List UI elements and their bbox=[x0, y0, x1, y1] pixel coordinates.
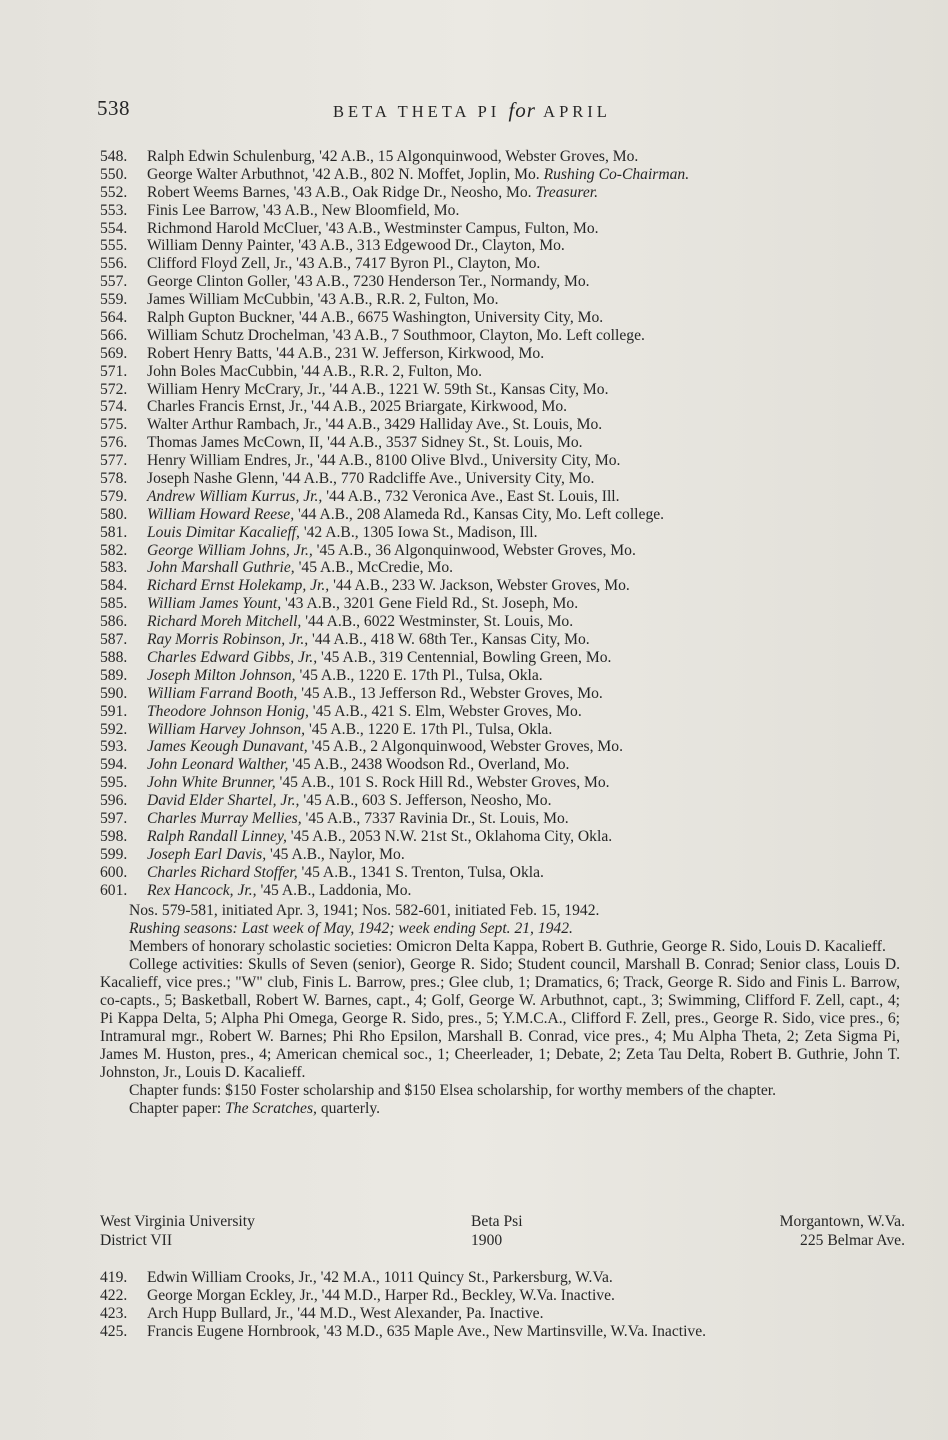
roster-entry bbox=[100, 649, 910, 667]
member-details: Edwin William Crooks, Jr., '42 M.A., 1011 Quincy St., Parkersburg, W.Va. bbox=[147, 1269, 613, 1286]
member-number: 594. bbox=[100, 756, 128, 774]
member-details bbox=[147, 434, 583, 452]
member-name: Charles Richard Stoffer, bbox=[147, 863, 298, 881]
member-class-address: '43 A.B., 313 Edgewood Dr., Clayton, Mo. bbox=[294, 237, 565, 255]
member-details bbox=[147, 792, 551, 810]
roster-entry bbox=[100, 345, 910, 363]
member-number: 579. bbox=[100, 487, 128, 505]
member-class-address: '45 A.B., 2 Algonquinwood, Webster Groves, Mo. bbox=[307, 738, 623, 756]
member-class-address: '43 A.B., 7230 Henderson Ter., Normandy, Mo. bbox=[290, 273, 590, 291]
member-details bbox=[147, 559, 453, 577]
roster-entry bbox=[100, 506, 910, 524]
member-details bbox=[147, 202, 459, 220]
member-name: Joseph Earl Davis, bbox=[147, 845, 267, 863]
roster-entry bbox=[100, 613, 910, 631]
member-details bbox=[147, 613, 573, 631]
member-details bbox=[147, 846, 405, 864]
member-name: John White Brunner, bbox=[147, 774, 276, 792]
member-name: Walter Arthur Rambach, Jr., bbox=[147, 416, 322, 434]
member-class-address: '45 A.B., 1341 S. Trenton, Tulsa, Okla. bbox=[297, 863, 544, 881]
roster-entry bbox=[100, 309, 910, 327]
member-class-address: '45 A.B., 1220 E. 17th Pl., Tulsa, Okla. bbox=[305, 720, 553, 738]
member-number: 553. bbox=[100, 201, 128, 219]
member-details bbox=[147, 703, 582, 721]
member-details bbox=[147, 148, 638, 166]
member-name: William Harvey Johnson, bbox=[147, 720, 306, 738]
member-number: 600. bbox=[100, 863, 128, 881]
member-name: Charles Francis Ernst, Jr., bbox=[147, 398, 308, 416]
roster-entry bbox=[100, 846, 910, 864]
member-details bbox=[147, 738, 623, 756]
member-details bbox=[147, 309, 603, 327]
member-class-address: '44 A.B., 418 W. 68th Ter., Kansas City, Mo. bbox=[308, 631, 590, 649]
member-number: 564. bbox=[100, 309, 128, 327]
member-number: 578. bbox=[100, 470, 128, 488]
member-name: Theodore Johnson Honig, bbox=[147, 702, 309, 720]
member-number: 423. bbox=[100, 1304, 128, 1322]
roster-entry bbox=[100, 1287, 910, 1305]
member-number: 597. bbox=[100, 809, 128, 827]
member-class-address: '44 A.B., 6675 Washington, University City, Mo. bbox=[294, 309, 604, 327]
roster-entry bbox=[100, 220, 910, 238]
member-number: 548. bbox=[100, 148, 128, 165]
member-name: John Marshall Guthrie, bbox=[147, 559, 295, 577]
member-number: 593. bbox=[100, 738, 128, 756]
member-name: Richard Ernst Holekamp, Jr., bbox=[147, 577, 330, 595]
member-class-address: '43 A.B., R.R. 2, Fulton, Mo. bbox=[313, 291, 499, 309]
roster-entry bbox=[100, 631, 910, 649]
member-class-address: '43 A.B., Oak Ridge Dr., Neosho, Mo. bbox=[289, 183, 536, 201]
member-name: Louis Dimitar Kacalieff, bbox=[147, 523, 300, 541]
roster-entry bbox=[100, 1323, 910, 1341]
member-number: 555. bbox=[100, 237, 128, 255]
member-class-address: '43 A.B., 3201 Gene Field Rd., St. Joseph, Mo. bbox=[281, 595, 579, 613]
member-number: 576. bbox=[100, 434, 128, 452]
member-number: 571. bbox=[100, 362, 128, 380]
member-number: 419. bbox=[100, 1269, 128, 1286]
member-details bbox=[147, 756, 569, 774]
member-name: Charles Murray Mellies, bbox=[147, 809, 302, 827]
college-activities-note: College activities: Skulls of Seven (senior), George R. Sido; Student council, Marshall B. Conrad; Senior class, Louis D. Kacalieff, vice pres.; "W" club, Finis L. Barrow, pres.; Glee club, 1; Dramatics, 6; Track, George R. Sido and Finis L. Barrow, co-capts., 5; Basketball, Robert W. Barnes, capt., 4; Golf, George W. Arbuthnot, capt., 3; Swimming, Clifford F. Zell, capt., 4; Pi Kappa Delta, 5; Alpha Phi Omega, George R. Sido, pres., 5; Y.M.C.A., Clifford F. Zell, pres., George R. Sido, vice pres., 6; Intramural mgr., Robert W. Barnes; Phi Rho Epsilon, Marshall B. Conrad, vice pres., 4; Mu Alpha Theta, 2; Zeta Sigma Pi, James M. Huston, pres., 4; American chemical soc., 1; Cheerleader, 1; Debate, 2; Zeta Tau Delta, Robert B. Guthrie, John T. Johnston, Jr., Louis D. Kacalieff. bbox=[100, 956, 900, 1081]
roster-entry bbox=[100, 559, 910, 577]
member-number: 591. bbox=[100, 702, 128, 720]
member-details bbox=[147, 631, 590, 649]
member-class-address: '44 A.B., 1221 W. 59th St., Kansas City, Mo. bbox=[325, 380, 609, 398]
page-number: 538 bbox=[97, 96, 130, 120]
chapter-paper-name: The Scratches, bbox=[225, 1100, 317, 1117]
honorary-societies-note: Members of honorary scholastic societies: Omicron Delta Kappa, Robert B. Guthrie, George R. Sido, Louis D. Kacalieff. bbox=[129, 938, 886, 955]
member-number: 552. bbox=[100, 183, 128, 201]
member-details bbox=[147, 255, 540, 273]
member-number: 599. bbox=[100, 845, 128, 863]
member-name: Joseph Nashe Glenn, bbox=[147, 470, 279, 488]
member-name: William Farrand Booth, bbox=[147, 684, 298, 702]
member-details bbox=[147, 470, 594, 488]
chapter-city: Morgantown, W.Va. bbox=[779, 1213, 905, 1230]
roster-entry bbox=[100, 1305, 910, 1323]
member-class-address: '44 A.B., 770 Radcliffe Ave., University City, Mo. bbox=[278, 470, 595, 488]
member-details bbox=[147, 184, 598, 202]
member-name: Ray Morris Robinson, Jr., bbox=[147, 631, 309, 649]
member-details bbox=[147, 524, 538, 542]
member-number: 554. bbox=[100, 219, 128, 237]
initiation-note: Nos. 579-581, initiated Apr. 3, 1941; Nos. 582-601, initiated Feb. 15, 1942. bbox=[129, 902, 600, 919]
member-class-address: '45 A.B., 319 Centennial, Bowling Green, Mo. bbox=[317, 648, 612, 666]
member-details bbox=[147, 864, 544, 882]
member-details bbox=[147, 220, 599, 238]
member-number: 574. bbox=[100, 398, 128, 416]
roster-entry bbox=[100, 738, 910, 756]
district-name: District VII bbox=[100, 1232, 173, 1249]
member-name: William Henry McCrary, Jr., bbox=[147, 380, 326, 398]
member-number: 592. bbox=[100, 720, 128, 738]
chapter-address: 225 Belmar Ave. bbox=[800, 1232, 905, 1249]
roster-entry bbox=[100, 810, 910, 828]
member-number: 584. bbox=[100, 577, 128, 595]
member-number: 557. bbox=[100, 273, 128, 291]
member-name: James Keough Dunavant, bbox=[147, 738, 308, 756]
member-number: 595. bbox=[100, 774, 128, 792]
member-class-address: '45 A.B., 101 S. Rock Hill Rd., Webster Groves, Mo. bbox=[275, 774, 610, 792]
member-details bbox=[147, 381, 608, 399]
member-name: Joseph Milton Johnson, bbox=[147, 666, 296, 684]
member-class-address: '42 A.B., 15 Algonquinwood, Webster Groves, Mo. bbox=[315, 148, 639, 165]
member-number: 581. bbox=[100, 523, 128, 541]
roster-entry bbox=[100, 363, 910, 381]
roster-entry bbox=[100, 416, 910, 434]
member-roster-west-virginia bbox=[100, 1269, 910, 1341]
roster-entry bbox=[100, 166, 910, 184]
member-office: Rushing Co-Chairman. bbox=[543, 165, 690, 183]
roster-entry bbox=[100, 452, 910, 470]
member-class-address: '43 A.B., 7 Southmoor, Clayton, Mo. Left college. bbox=[328, 326, 645, 344]
member-number: 589. bbox=[100, 666, 128, 684]
member-class-address: '44 A.B., 233 W. Jackson, Webster Groves, Mo. bbox=[329, 577, 630, 595]
member-details bbox=[147, 327, 645, 345]
member-class-address: '45 A.B., 7337 Ravinia Dr., St. Louis, Mo. bbox=[301, 809, 569, 827]
roster-entry bbox=[100, 1269, 910, 1287]
member-number: 556. bbox=[100, 255, 128, 273]
member-name: Henry William Endres, Jr., bbox=[147, 452, 314, 470]
member-class-address: '44 A.B., 3537 Sidney St., St. Louis, Mo. bbox=[323, 434, 583, 452]
member-name: William James Yount, bbox=[147, 595, 282, 613]
roster-entry bbox=[100, 577, 910, 595]
member-name: Ralph Edwin Schulenburg, bbox=[147, 148, 316, 165]
member-name: David Elder Shartel, Jr., bbox=[147, 792, 300, 810]
member-class-address: '44 A.B., 8100 Olive Blvd., University City, Mo. bbox=[313, 452, 621, 470]
chapter-paper-note: Chapter paper: The Scratches, quarterly. bbox=[129, 1100, 381, 1117]
member-number: 569. bbox=[100, 344, 128, 362]
roster-entry bbox=[100, 237, 910, 255]
member-name: Andrew William Kurrus, Jr., bbox=[147, 487, 323, 505]
running-head bbox=[97, 96, 857, 128]
chapter-university-block bbox=[100, 1212, 255, 1250]
member-number: 572. bbox=[100, 380, 128, 398]
member-details bbox=[147, 828, 612, 846]
roster-entry bbox=[100, 273, 910, 291]
member-number: 590. bbox=[100, 684, 128, 702]
member-details bbox=[147, 488, 620, 506]
member-name: Ralph Randall Linney, bbox=[147, 827, 287, 845]
member-class-address: '45 A.B., Naylor, Mo. bbox=[266, 845, 405, 863]
member-name: John Leonard Walther, bbox=[147, 756, 289, 774]
member-class-address: '45 A.B., 13 Jefferson Rd., Webster Groves, Mo. bbox=[297, 684, 603, 702]
member-details bbox=[147, 345, 544, 363]
member-roster bbox=[100, 148, 910, 899]
member-class-address: '45 A.B., McCredie, Mo. bbox=[294, 559, 454, 577]
member-number: 550. bbox=[100, 165, 128, 183]
member-details bbox=[147, 685, 603, 703]
member-details bbox=[147, 398, 567, 416]
member-class-address: '45 A.B., 603 S. Jefferson, Neosho, Mo. bbox=[299, 792, 552, 810]
roster-entry bbox=[100, 774, 910, 792]
roster-entry bbox=[100, 828, 910, 846]
member-class-address: '44 A.B., R.R. 2, Fulton, Mo. bbox=[297, 362, 483, 380]
member-name: Robert Henry Batts, bbox=[147, 344, 273, 362]
member-details: Francis Eugene Hornbrook, '43 M.D., 635 Maple Ave., New Martinsville, W.Va. Inactive. bbox=[147, 1322, 707, 1340]
chapter-funds-note: Chapter funds: $150 Foster scholarship and $150 Elsea scholarship, for worthy members of the chapter. bbox=[129, 1082, 776, 1099]
roster-entry bbox=[100, 864, 910, 882]
member-class-address: '43 A.B., 7417 Byron Pl., Clayton, Mo. bbox=[292, 255, 541, 273]
member-name: James William McCubbin, bbox=[147, 291, 314, 309]
member-name: Ralph Gupton Buckner, bbox=[147, 309, 295, 327]
roster-entry bbox=[100, 398, 910, 416]
roster-entry bbox=[100, 542, 910, 560]
member-class-address: '45 A.B., 2438 Woodson Rd., Overland, Mo. bbox=[288, 756, 570, 774]
roster-entry bbox=[100, 685, 910, 703]
chapter-notes bbox=[100, 902, 900, 1118]
member-details bbox=[147, 291, 499, 309]
member-name: Clifford Floyd Zell, Jr., bbox=[147, 255, 293, 273]
member-name: George Walter Arbuthnot, bbox=[147, 165, 309, 183]
chapter-founded: 1900 bbox=[471, 1232, 503, 1249]
journal-title: BETA THETA PI for APRIL bbox=[333, 98, 611, 122]
member-class-address: '42 A.B., 802 N. Moffet, Joplin, Mo. bbox=[308, 165, 544, 183]
member-name: Richmond Harold McCluer, bbox=[147, 219, 322, 237]
roster-entry bbox=[100, 291, 910, 309]
member-name: George William Johns, Jr., bbox=[147, 541, 313, 559]
member-class-address: '43 A.B., New Bloomfield, Mo. bbox=[259, 201, 460, 219]
member-name: John Boles MacCubbin, bbox=[147, 362, 298, 380]
chapter-header bbox=[100, 1212, 905, 1252]
member-details bbox=[147, 237, 565, 255]
roster-entry bbox=[100, 882, 910, 900]
roster-entry bbox=[100, 255, 910, 273]
member-class-address: '44 A.B., 3429 Halliday Ave., St. Louis, Mo. bbox=[321, 416, 603, 434]
member-name: Thomas James McCown, II, bbox=[147, 434, 324, 452]
roster-entry bbox=[100, 470, 910, 488]
member-class-address: '44 A.B., 2025 Briargate, Kirkwood, Mo. bbox=[307, 398, 568, 416]
roster-entry bbox=[100, 721, 910, 739]
member-details bbox=[147, 506, 664, 524]
member-name: Richard Moreh Mitchell, bbox=[147, 613, 302, 631]
chapter-name: Beta Psi bbox=[471, 1213, 523, 1230]
member-class-address: '44 A.B., 732 Veronica Ave., East St. Louis, Ill. bbox=[322, 487, 620, 505]
member-number: 601. bbox=[100, 881, 128, 899]
roster-entry bbox=[100, 703, 910, 721]
member-class-address: '43 A.B., Westminster Campus, Fulton, Mo. bbox=[321, 219, 599, 237]
member-details: Arch Hupp Bullard, Jr., '44 M.D., West Alexander, Pa. Inactive. bbox=[147, 1304, 544, 1322]
chapter-name-block bbox=[471, 1212, 523, 1250]
member-number: 598. bbox=[100, 827, 128, 845]
member-details bbox=[147, 416, 602, 434]
member-name: William Schutz Drochelman, bbox=[147, 326, 329, 344]
member-number: 575. bbox=[100, 416, 128, 434]
member-name: Charles Edward Gibbs, Jr., bbox=[147, 648, 318, 666]
member-details bbox=[147, 667, 543, 685]
member-details bbox=[147, 882, 411, 900]
roster-entry bbox=[100, 524, 910, 542]
roster-entry bbox=[100, 667, 910, 685]
member-class-address: '44 A.B., 208 Alameda Rd., Kansas City, Mo. Left college. bbox=[294, 505, 665, 523]
roster-entry bbox=[100, 756, 910, 774]
member-name: Rex Hancock, Jr., bbox=[147, 881, 257, 899]
university-name: West Virginia University bbox=[100, 1213, 255, 1230]
member-class-address: '45 A.B., Laddonia, Mo. bbox=[256, 881, 412, 899]
member-details bbox=[147, 452, 620, 470]
roster-entry bbox=[100, 792, 910, 810]
member-details bbox=[147, 273, 590, 291]
roster-entry bbox=[100, 202, 910, 220]
member-class-address: '44 A.B., 6022 Westminster, St. Louis, Mo. bbox=[301, 613, 574, 631]
member-number: 587. bbox=[100, 631, 128, 649]
roster-entry bbox=[100, 148, 910, 166]
chapter-location-block bbox=[780, 1212, 905, 1250]
rushing-seasons-note: Rushing seasons: Last week of May, 1942; week ending Sept. 21, 1942. bbox=[129, 920, 573, 937]
member-number: 588. bbox=[100, 648, 128, 666]
roster-entry bbox=[100, 595, 910, 613]
member-number: 425. bbox=[100, 1322, 128, 1340]
member-class-address: '44 A.B., 231 W. Jefferson, Kirkwood, Mo. bbox=[272, 344, 545, 362]
member-office: Treasurer. bbox=[535, 183, 599, 201]
member-number: 582. bbox=[100, 541, 128, 559]
member-details bbox=[147, 577, 630, 595]
member-details bbox=[147, 363, 482, 381]
member-class-address: '45 A.B., 2053 N.W. 21st St., Oklahoma City, Okla. bbox=[286, 827, 613, 845]
member-name: George Clinton Goller, bbox=[147, 273, 291, 291]
roster-entry bbox=[100, 488, 910, 506]
member-class-address: '45 A.B., 421 S. Elm, Webster Groves, Mo. bbox=[308, 702, 582, 720]
member-number: 566. bbox=[100, 326, 128, 344]
member-name: Robert Weems Barnes, bbox=[147, 183, 290, 201]
member-class-address: '45 A.B., 1220 E. 17th Pl., Tulsa, Okla. bbox=[295, 666, 543, 684]
member-number: 559. bbox=[100, 291, 128, 309]
roster-entry bbox=[100, 381, 910, 399]
member-number: 422. bbox=[100, 1286, 128, 1304]
member-class-address: '42 A.B., 1305 Iowa St., Madison, Ill. bbox=[299, 523, 538, 541]
member-number: 583. bbox=[100, 559, 128, 577]
member-details: George Morgan Eckley, Jr., '44 M.D., Harper Rd., Beckley, W.Va. Inactive. bbox=[147, 1286, 615, 1304]
member-name: Finis Lee Barrow, bbox=[147, 201, 260, 219]
member-name: William Denny Painter, bbox=[147, 237, 295, 255]
member-details bbox=[147, 810, 569, 828]
roster-entry bbox=[100, 184, 910, 202]
member-number: 586. bbox=[100, 613, 128, 631]
member-number: 580. bbox=[100, 505, 128, 523]
member-details bbox=[147, 649, 611, 667]
member-number: 596. bbox=[100, 792, 128, 810]
member-details bbox=[147, 774, 610, 792]
roster-entry bbox=[100, 434, 910, 452]
member-class-address: '45 A.B., 36 Algonquinwood, Webster Groves, Mo. bbox=[312, 541, 636, 559]
member-name: William Howard Reese, bbox=[147, 505, 295, 523]
member-details bbox=[147, 166, 689, 184]
member-details bbox=[147, 721, 552, 739]
member-details bbox=[147, 595, 578, 613]
roster-entry bbox=[100, 327, 910, 345]
member-number: 577. bbox=[100, 452, 128, 470]
member-number: 585. bbox=[100, 595, 128, 613]
member-details bbox=[147, 542, 636, 560]
